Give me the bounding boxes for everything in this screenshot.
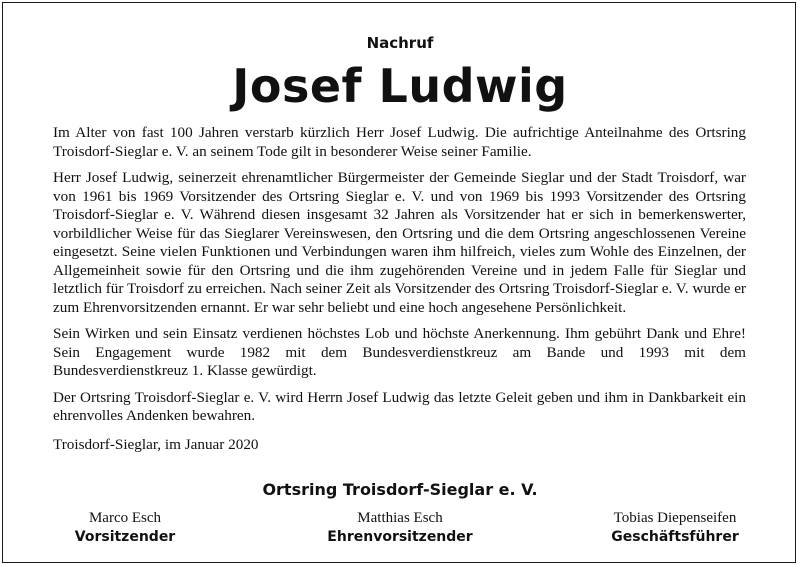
signatory-3 <box>590 509 760 547</box>
paragraph-4: Der Ortsring Troisdorf-Sieglar e. V. wird Herrn Josef Ludwig das letzte Geleit geben und ihm in Dankbarkeit ein ehrenvolles Andenken bewahren. <box>53 388 746 424</box>
notice-kicker: Nachruf <box>366 34 434 52</box>
paragraph-2: Herr Josef Ludwig, seinerzeit ehrenamtlicher Bürgermeister der Gemeinde Sieglar und der Stadt Troisdorf, war von 1961 bis 1969 Vorsitzender des Ortsring Sieglar e. V. und von 1969 bis 1993 Vorsitzender des Ortsring Troisdorf-Sieglar e. V. Während diesen insgesamt 32 Jahren als Vorsitzender hat er sich in bemerkenswerter, vorbildlicher Weise für das Sieglarer Vereinswesen, den Ortsring und die dem Ortsring angeschlossenen Vereine eingesetzt. Seine vielen Funktionen und Verbindungen waren ihm hilfreich, vieles zum Wohle des Einzelnen, der Allgemeinheit sowie für den Ortsring und die ihm zugehörenden Vereine und in jedem Falle für Sieglar und letztlich für Troisdorf zu erreichen. Nach seiner Zeit als Vorsitzender des Ortsring Troisdorf-Sieglar e. V. wurde er zum Ehrenvorsitzenden ernannt. Er war sehr beliebt und eine hoch angesehene Persönlichkeit. <box>53 169 746 316</box>
signatory-role: Ehrenvorsitzender <box>327 529 473 545</box>
notice-body <box>53 124 746 434</box>
paragraph-1: Im Alter von fast 100 Jahren verstarb kürzlich Herr Josef Ludwig. Die aufrichtige Anteilnahme des Ortsring Troisdorf-Sieglar e. V. an seinem Tode gilt in besonderer Weise seiner Familie. <box>53 124 746 160</box>
organization-name: Ortsring Troisdorf-Sieglar e. V. <box>262 480 538 499</box>
signatory-name: Marco Esch <box>88 510 162 526</box>
signatory-1 <box>60 509 190 547</box>
signatory-role: Geschäftsführer <box>611 529 739 545</box>
signatory-name: Matthias Esch <box>357 510 443 526</box>
place-date: Troisdorf-Sieglar, im Januar 2020 <box>53 436 259 453</box>
signatory-role: Vorsitzender <box>74 529 176 545</box>
deceased-name: Josef Ludwig <box>232 59 568 113</box>
signatory-name: Tobias Diepenseifen <box>613 510 737 526</box>
paragraph-3: Sein Wirken und sein Einsatz verdienen höchstes Lob und höchste Anerkennung. Ihm gebührt Dank und Ehre! Sein Engagement wurde 1982 mit dem Bundesverdienstkreuz am Bande und 1993 mit dem Bundesverdienstkreuz 1. Klasse gewürdigt. <box>53 325 746 379</box>
signatory-2 <box>325 509 475 547</box>
